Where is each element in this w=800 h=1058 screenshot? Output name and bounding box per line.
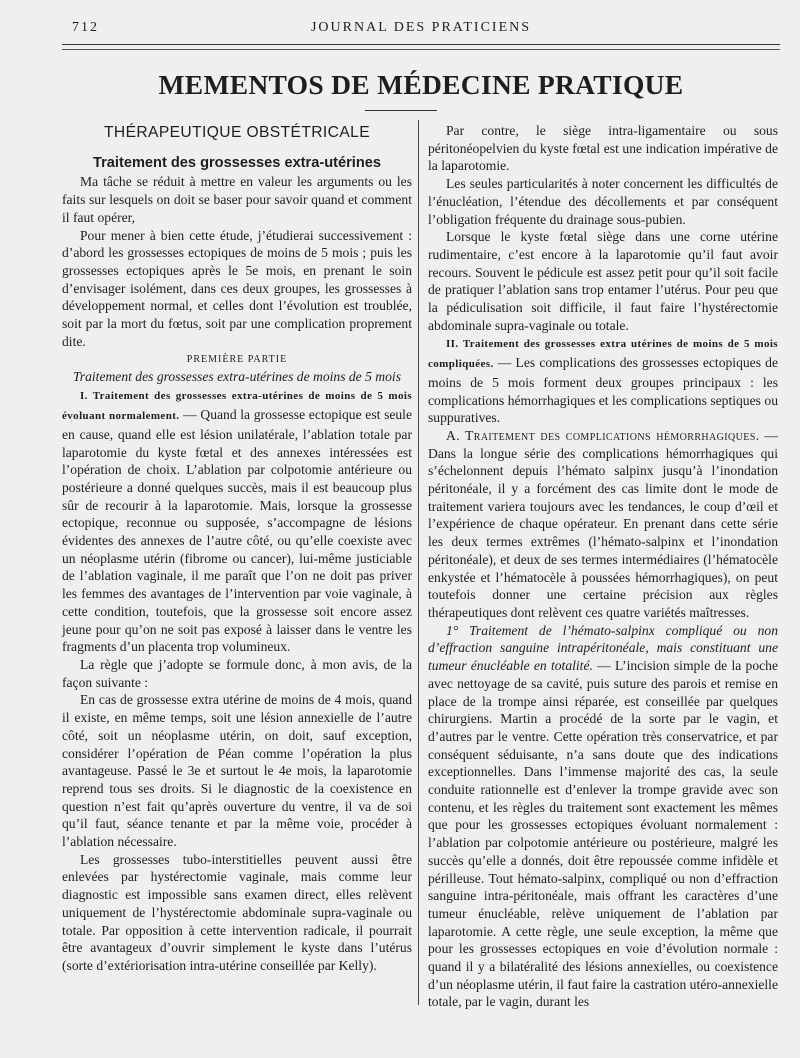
paragraph: Par contre, le siège intra-ligamentaire ou sous péritonéopelvien du kyste fœtal est une indication impérative de la laparotomie. (428, 123, 778, 174)
paragraph: En cas de grossesse extra utérine de moins de 4 mois, quand il existe, en même temps, soit une lésion annexielle de l’autre côté, soit un néoplasme utérin, on doit, sauf exception, considérer l’opération de Péan comme l’opération la plus avantageuse. Passé le 3e et surtout le 4e mois, la laparotomie reprend tous ses droits. Si le diagnostic de la coexistence en question n’est fait qu’après ouverture du ventre, il va de soi qu’il faut, séance tenante et par la même voie, procéder à l’ablation nécessaire. (62, 692, 412, 850)
paragraph: Les grossesses tubo-interstitielles peuvent aussi être enlevées par hystérectomie vaginale, mais comme leur diagnostic est impossible sans examen direct, elles relèvent uniquement de l’hystérectomie abdominale supra-vaginale ou totale. Par opposition à cette intervention radicale, il pourrait être avantageux d’ouvrir simplement le kyste dans l’utérus (sorte d’extériorisation intra-utérine conseillée par Kelly). (62, 851, 412, 973)
header-rule (62, 44, 780, 45)
section-title: THÉRAPEUTIQUE OBSTÉTRICALE (103, 124, 370, 141)
paragraph (428, 334, 778, 427)
paragraph (62, 386, 412, 656)
paragraph: Lorsque le kyste fœtal siège dans une corne utérine rudimentaire, c’est encore à la laparotomie qu’il faut avoir recours. Souvent le pédicule est assez petit pour qu’il soit facile de pratiquer l’ablation sans trop entamer l’utérus. Pour peu que la pédiculisation soit difficile, il faut faire l’hystérectomie abdominale supra-vaginale ou totale. (428, 229, 778, 333)
column-divider (418, 120, 419, 1005)
part-title: Traitement des grossesses extra-utérines de moins de 5 mois (73, 369, 401, 385)
paragraph (428, 427, 778, 622)
paragraph-body: — Les complications des grossesses ectopiques de moins de 5 mois forment deux groupes principaux : les complications hémorrhagiques et les complications septiques ou suppuratives. (428, 355, 778, 426)
paragraph-body: — Dans la longue série des complications hémorrhagiques qui s’échelonnent depuis l’hémato salpinx jusqu’à l’inondation péritonéale, il y a forcément des cas limite dont le mode de traitement variera toujours avec les tendances, le coup d’œil et l’expérience de chaque opérateur. En prenant dans cette série les deux termes extrêmes (l’hémato-salpinx et l’inondation péritonéale), et deux de ses termes intermédiaires (l’hématocèle enkystée et l’hématocèle à poussées hémorrhagiques), on peut toutefois donner une certaine précision aux règles thérapeutiques dont relèvent ces quatre variétés maîtresses. (428, 427, 778, 620)
main-title: MEMENTOS DE MÉDECINE PRATIQUE (158, 69, 684, 100)
left-column (62, 122, 412, 975)
header-rule-thin (62, 49, 780, 50)
part-label: PREMIÈRE PARTIE (186, 354, 288, 366)
subsection-heading: A. Traitement des complications hémorrhagiques. (446, 427, 760, 443)
page-number: 712 (72, 20, 99, 35)
subsection-heading: II. Traitement des grossesses extra utérines de moins de 5 mois compliquées. (428, 338, 778, 371)
right-column (428, 122, 778, 1011)
paragraph: Les seules particularités à noter concernent les difficultés de l’énucléation, l’étendue des décollements et par conséquent l’obligation fréquente du drainage sous-pubien. (428, 176, 778, 227)
paragraph: Pour mener à bien cette étude, j’étudierai successivement : d’abord les grossesses ectopiques de moins de 5 mois ; puis les grossesses ectopiques après le 5e mois, en prenant le soin d’envisager isolément, dans ces deux groupes, les grossesses à développement normal, et celles dont l’évolution est troublée, soit par la mort du fœtus, soit par une complication proprement dite. (62, 227, 412, 349)
paragraph: Ma tâche se réduit à mettre en valeur les arguments ou les faits sur lesquels on doit se baser pour savoir quand et comment il faut opérer, (62, 174, 412, 225)
running-header (62, 20, 780, 42)
paragraph: La règle que j’adopte se formule donc, à mon avis, de la façon suivante : (62, 656, 412, 690)
paragraph (428, 622, 778, 1011)
paragraph-body: — L’incision simple de la poche avec nettoyage de sa cavité, puis suture des parois et remise en place de la trompe ainsi réparée, est conseillée par quelques chirurgiens. Martin a procédé de la sorte par le vagin, et d’autres par le ventre. Cette opération très conservatrice, et par conséquent séduisante, n’a sans doute que des indications exceptionnelles. Dans l’immense majorité des cas, la seule conduite rationnelle est d’enlever la trompe gravide avec son contenu, et les règles du traitement sont exactement les mêmes que pour les grossesses ectopiques évoluant normalement : l’ablation par colpotomie antérieure ou postérieure, malgré les succès qu’elle a donnés, doit être repoussée comme infidèle et périlleuse. Tout hémato-salpinx, compliqué ou non d’effraction sanguine intra-péritonéale, mais offrant les caractères d’une tumeur énucléable, relève uniquement de l’ablation par laparotomie. A cette règle, une seule exception, la même que pour les grossesses ectopiques en voie d’évolution normale : quand il y a bilatéralité des lésions annexielles, ou coexistence d’un néoplasme utérin, il faut faire la castration utéro-annexielle totale, par le vagin, durant les (428, 658, 778, 1010)
title-divider (365, 110, 437, 111)
journal-title: JOURNAL DES PRATICIENS (310, 20, 532, 35)
subsection-heading: I. Traitement des grossesses extra-utérines de moins de 5 mois évoluant normalement. (62, 390, 412, 423)
article-title: Traitement des grossesses extra-utérines (93, 154, 381, 171)
subsection-heading: 1° Traitement de l’hémato-salpinx compliqué ou non d’effraction sanguine intrapéritonéale, mais constituant une tumeur énucléable en totalité. (428, 622, 778, 674)
paragraph-body: — Quand la grossesse ectopique est seule en cause, quand elle est lésion unilatérale, l’ablation totale par laparotomie du kyste fœtal et des annexes intéressées est l’opération de choix. L’ablation par colpotomie antérieure ou postérieure a donné quelques succès, mais il est beaucoup plus sûr de recourir à la laparotomie. Mais, lorsque la grossesse ectopique, reconnue ou supposée, s’accompagne de lésions évidentes des annexes de l’autre côté, ou qu’elle coexiste avec un néoplasme utérin (fibrome ou cancer), lui-même justiciable de l’ablation vaginale, il me paraît que l’on ne doit pas priver les femmes des avantages de l’intervention par voie vaginale, à cette condition, toutefois, que la grossesse soit encore assez jeune pour qu’on ne soit pas exposé à laisser dans le ventre les fragments d’un placenta trop volumineux. (62, 407, 412, 655)
